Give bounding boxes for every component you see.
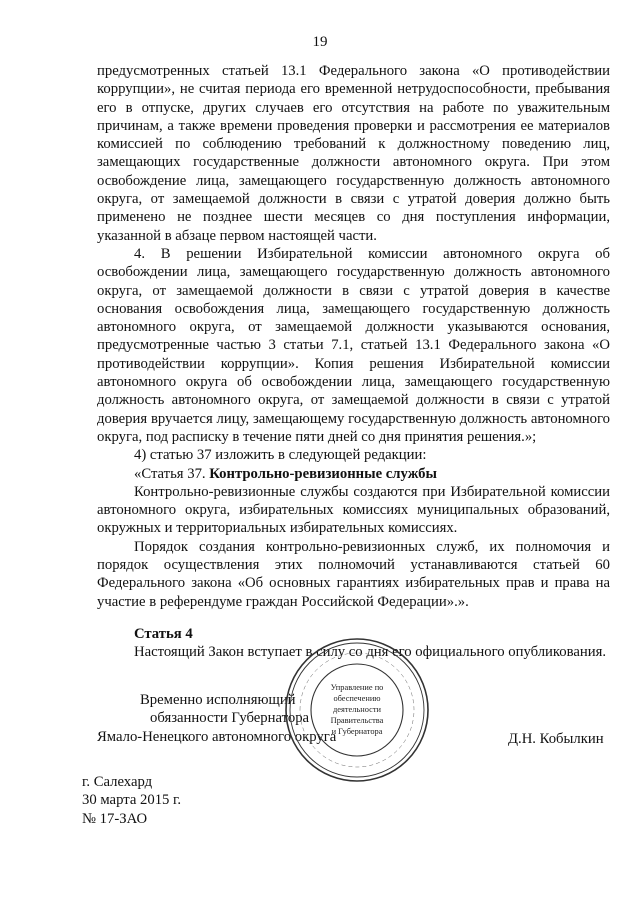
article-4-title: Статья 4 — [134, 625, 193, 642]
page-number: 19 — [312, 34, 328, 50]
article-4-text: Настоящий Закон вступает в силу со дня его официального опубликования. — [134, 644, 607, 661]
signatory-position-line-2: обязанности Губернатора — [150, 710, 310, 726]
signing-date: 30 марта 2015 г. — [82, 792, 182, 809]
signing-city: г. Салехард — [82, 774, 153, 790]
paragraph-item-4: 4) статью 37 изложить в следующей редакции: — [134, 447, 427, 464]
signatory-position-line-3: Ямало-Ненецкого автономного округа — [97, 729, 337, 745]
stamp-line-3: деятельности — [333, 705, 381, 714]
law-text — [97, 62, 610, 662]
paragraph-continuation: предусмотренных статьей 13.1 Федерального закона «О противодействии коррупции», не считая периода его временной нетрудоспособности, пребывания его в отпуске, других случаев его отсутствия на работе по уважительным причинам, а также времени проведения проверки и рассмотрения ее материалов комиссией по соблюдению требований к должностному поведению лиц, замещающих государственные должности автономного округа. При этом освобождение лица, замещающего государственную должность автономного округа, от замещаемой должности в связи с утратой доверия должно быть применено не позднее шести месяцев со дня поступления информации, указанной в абзаце первом настоящей части. — [97, 63, 610, 244]
paragraph-article-37-part-2: Порядок создания контрольно-ревизионных служб, их полномочия и порядок осуществления этих полномочий устанавливаются статьей 60 Федерального закона «Об основных гарантиях избирательных прав и права на участие в референдуме граждан Российской Федерации».». — [97, 538, 610, 610]
article-37-title: Контрольно-ревизионные службы — [209, 465, 437, 482]
signatory-position-line-1: Временно исполняющий — [140, 692, 296, 708]
paragraph-part-4: 4. В решении Избирательной комиссии автономного округа об освобождении лица, замещающего государственную должность автономного округа, от замещаемой должности в связи с утратой доверия в качестве основания освобождения лица, замещающего государственную должность автономного округа, от замещаемой должности указываются основания, предусмотренные частью 3 статьи 7.1, статьей 13.1 Федерального закона «О противодействии коррупции». Копия решения Избирательной комиссии автономного округа об освобождении лица, замещающего государственную должность автономного округа, от замещаемой должности в связи с утратой доверия вручается лицу, замещающему государственную должность автономного округа, под расписку в течение пяти дней со дня принятия решения.»; — [97, 245, 610, 445]
article-37-prefix: «Статья 37. — [134, 465, 210, 482]
stamp-line-4: Правительства — [330, 716, 384, 725]
official-stamp — [283, 636, 431, 784]
signatory-name: Д.Н. Кобылкин — [508, 731, 604, 747]
article-37-heading — [97, 465, 610, 483]
law-number: № 17-ЗАО — [82, 810, 148, 827]
stamp-line-1: Управление по — [330, 683, 384, 692]
signing-details — [82, 773, 181, 828]
stamp-line-5: и Губернатора — [331, 727, 383, 736]
paragraph-article-37-part-1: Контрольно-ревизионные службы создаются при Избирательной комиссии автономного округа, избирательных комиссиях муниципальных образований, окружных и территориальных избирательных комиссиях. — [97, 483, 610, 537]
stamp-line-2: обеспечению — [333, 694, 381, 703]
